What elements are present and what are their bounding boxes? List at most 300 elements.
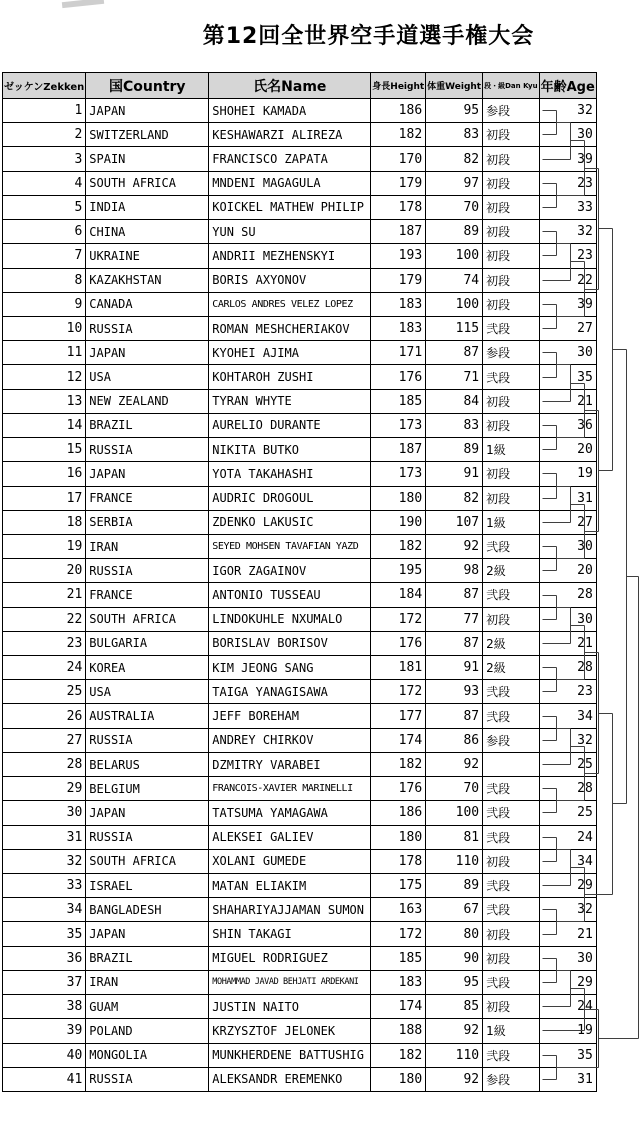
cell-age: 20 bbox=[539, 438, 596, 462]
cell-height: 193 bbox=[371, 244, 426, 268]
cell-height: 181 bbox=[371, 656, 426, 680]
cell-name: KRZYSZTOF JELONEK bbox=[209, 1019, 371, 1043]
cell-zekken: 5 bbox=[3, 195, 86, 219]
cell-weight: 115 bbox=[426, 316, 483, 340]
cell-country: RUSSIA bbox=[86, 559, 209, 583]
cell-zekken: 27 bbox=[3, 728, 86, 752]
table-row bbox=[3, 1067, 597, 1091]
cell-age: 30 bbox=[539, 946, 596, 970]
cell-age: 39 bbox=[539, 292, 596, 316]
cell-height: 182 bbox=[371, 123, 426, 147]
cell-name: JEFF BOREHAM bbox=[209, 704, 371, 728]
cell-dan: 弐段 bbox=[483, 316, 539, 340]
cell-name: MUNKHERDENE BATTUSHIG bbox=[209, 1043, 371, 1067]
cell-dan: 初段 bbox=[483, 607, 539, 631]
cell-zekken: 6 bbox=[3, 220, 86, 244]
table-row bbox=[3, 316, 597, 340]
table-row bbox=[3, 99, 597, 123]
cell-height: 183 bbox=[371, 292, 426, 316]
table-row bbox=[3, 607, 597, 631]
cell-weight: 86 bbox=[426, 728, 483, 752]
cell-name: XOLANI GUMEDE bbox=[209, 849, 371, 873]
cell-age: 35 bbox=[539, 365, 596, 389]
cell-name: KESHAWARZI ALIREZA bbox=[209, 123, 371, 147]
page-title: 第12回全世界空手道選手権大会 bbox=[202, 24, 535, 49]
cell-zekken: 17 bbox=[3, 486, 86, 510]
cell-age: 24 bbox=[539, 995, 596, 1019]
cell-weight: 89 bbox=[426, 438, 483, 462]
table-row bbox=[3, 413, 597, 437]
cell-age: 21 bbox=[539, 922, 596, 946]
cell-dan: 初段 bbox=[483, 244, 539, 268]
cell-age: 35 bbox=[539, 1043, 596, 1067]
cell-name: KOHTAROH ZUSHI bbox=[209, 365, 371, 389]
table-row bbox=[3, 704, 597, 728]
cell-name: MNDENI MAGAGULA bbox=[209, 171, 371, 195]
cell-zekken: 39 bbox=[3, 1019, 86, 1043]
cell-height: 172 bbox=[371, 680, 426, 704]
table-row bbox=[3, 195, 597, 219]
table-row bbox=[3, 341, 597, 365]
header-age: 年齢Age bbox=[539, 73, 596, 99]
cell-weight: 91 bbox=[426, 462, 483, 486]
cell-height: 186 bbox=[371, 99, 426, 123]
cell-age: 30 bbox=[539, 123, 596, 147]
cell-age: 32 bbox=[539, 220, 596, 244]
cell-age: 24 bbox=[539, 825, 596, 849]
cell-name: SHOHEI KAMADA bbox=[209, 99, 371, 123]
table-row bbox=[3, 123, 597, 147]
cell-country: USA bbox=[86, 365, 209, 389]
cell-name: TAIGA YANAGISAWA bbox=[209, 680, 371, 704]
table-row bbox=[3, 631, 597, 655]
cell-country: SOUTH AFRICA bbox=[86, 607, 209, 631]
cell-name: ALEKSANDR EREMENKO bbox=[209, 1067, 371, 1091]
cell-height: 179 bbox=[371, 171, 426, 195]
cell-dan: 弐段 bbox=[483, 365, 539, 389]
cell-zekken: 29 bbox=[3, 777, 86, 801]
cell-zekken: 26 bbox=[3, 704, 86, 728]
cell-height: 173 bbox=[371, 413, 426, 437]
cell-age: 33 bbox=[539, 195, 596, 219]
cell-dan: 初段 bbox=[483, 922, 539, 946]
cell-weight: 92 bbox=[426, 1019, 483, 1043]
cell-age: 21 bbox=[539, 631, 596, 655]
cell-weight: 82 bbox=[426, 147, 483, 171]
cell-dan: 参段 bbox=[483, 1067, 539, 1091]
cell-country: POLAND bbox=[86, 1019, 209, 1043]
cell-height: 182 bbox=[371, 752, 426, 776]
cell-weight: 87 bbox=[426, 704, 483, 728]
cell-height: 174 bbox=[371, 728, 426, 752]
cell-country: MONGOLIA bbox=[86, 1043, 209, 1067]
cell-country: RUSSIA bbox=[86, 1067, 209, 1091]
cell-zekken: 16 bbox=[3, 462, 86, 486]
table-row bbox=[3, 389, 597, 413]
cell-zekken: 33 bbox=[3, 874, 86, 898]
cell-dan: 初段 bbox=[483, 292, 539, 316]
table-row bbox=[3, 486, 597, 510]
cell-dan: 弐段 bbox=[483, 970, 539, 994]
cell-height: 178 bbox=[371, 195, 426, 219]
cell-dan: 初段 bbox=[483, 147, 539, 171]
table-row bbox=[3, 534, 597, 558]
cell-age: 29 bbox=[539, 874, 596, 898]
cell-zekken: 19 bbox=[3, 534, 86, 558]
cell-country: NEW ZEALAND bbox=[86, 389, 209, 413]
cell-country: GUAM bbox=[86, 995, 209, 1019]
cell-height: 176 bbox=[371, 365, 426, 389]
cell-height: 174 bbox=[371, 995, 426, 1019]
table-row bbox=[3, 946, 597, 970]
table-row bbox=[3, 825, 597, 849]
cell-height: 188 bbox=[371, 1019, 426, 1043]
cell-age: 19 bbox=[539, 462, 596, 486]
cell-name: FRANCOIS-XAVIER MARINELLI bbox=[209, 777, 371, 801]
cell-dan: 初段 bbox=[483, 486, 539, 510]
cell-age: 19 bbox=[539, 1019, 596, 1043]
table-row bbox=[3, 438, 597, 462]
cell-zekken: 23 bbox=[3, 631, 86, 655]
table-row bbox=[3, 922, 597, 946]
cell-zekken: 15 bbox=[3, 438, 86, 462]
cell-height: 183 bbox=[371, 316, 426, 340]
cell-country: USA bbox=[86, 680, 209, 704]
cell-height: 187 bbox=[371, 220, 426, 244]
cell-dan: 初段 bbox=[483, 462, 539, 486]
cell-dan: 弐段 bbox=[483, 583, 539, 607]
cell-country: SOUTH AFRICA bbox=[86, 849, 209, 873]
competitor-table bbox=[2, 72, 597, 1092]
cell-age: 31 bbox=[539, 486, 596, 510]
cell-zekken: 24 bbox=[3, 656, 86, 680]
table-row bbox=[3, 583, 597, 607]
cell-zekken: 9 bbox=[3, 292, 86, 316]
cell-zekken: 12 bbox=[3, 365, 86, 389]
cell-height: 190 bbox=[371, 510, 426, 534]
cell-weight: 110 bbox=[426, 849, 483, 873]
cell-dan: 2級 bbox=[483, 631, 539, 655]
cell-age: 30 bbox=[539, 607, 596, 631]
cell-weight: 97 bbox=[426, 171, 483, 195]
cell-weight: 82 bbox=[426, 486, 483, 510]
cell-height: 172 bbox=[371, 607, 426, 631]
cell-dan: 弐段 bbox=[483, 801, 539, 825]
cell-name: MIGUEL RODRIGUEZ bbox=[209, 946, 371, 970]
cell-zekken: 34 bbox=[3, 898, 86, 922]
cell-country: BELGIUM bbox=[86, 777, 209, 801]
cell-age: 27 bbox=[539, 316, 596, 340]
cell-dan: 初段 bbox=[483, 995, 539, 1019]
cell-name: CARLOS ANDRES VELEZ LOPEZ bbox=[209, 292, 371, 316]
cell-country: JAPAN bbox=[86, 801, 209, 825]
cell-dan: 初段 bbox=[483, 849, 539, 873]
cell-country: RUSSIA bbox=[86, 316, 209, 340]
cell-zekken: 18 bbox=[3, 510, 86, 534]
cell-country: SPAIN bbox=[86, 147, 209, 171]
table-row bbox=[3, 559, 597, 583]
cell-age: 29 bbox=[539, 970, 596, 994]
cell-dan: 弐段 bbox=[483, 680, 539, 704]
cell-dan: 初段 bbox=[483, 413, 539, 437]
cell-height: 182 bbox=[371, 534, 426, 558]
cell-dan: 参段 bbox=[483, 341, 539, 365]
cell-name: AURELIO DURANTE bbox=[209, 413, 371, 437]
cell-weight: 92 bbox=[426, 752, 483, 776]
cell-dan: 初段 bbox=[483, 195, 539, 219]
cell-name: IGOR ZAGAINOV bbox=[209, 559, 371, 583]
cell-zekken: 36 bbox=[3, 946, 86, 970]
cell-country: ISRAEL bbox=[86, 874, 209, 898]
cell-country: JAPAN bbox=[86, 922, 209, 946]
cell-weight: 71 bbox=[426, 365, 483, 389]
cell-age: 32 bbox=[539, 99, 596, 123]
cell-weight: 74 bbox=[426, 268, 483, 292]
cell-height: 172 bbox=[371, 922, 426, 946]
cell-name: JUSTIN NAITO bbox=[209, 995, 371, 1019]
cell-zekken: 35 bbox=[3, 922, 86, 946]
cell-name: MOHAMMAD JAVAD BEHJATI ARDEKANI bbox=[209, 970, 371, 994]
cell-name: ROMAN MESHCHERIAKOV bbox=[209, 316, 371, 340]
cell-name: SHIN TAKAGI bbox=[209, 922, 371, 946]
cell-age: 25 bbox=[539, 752, 596, 776]
cell-height: 180 bbox=[371, 825, 426, 849]
cell-zekken: 4 bbox=[3, 171, 86, 195]
cell-weight: 100 bbox=[426, 244, 483, 268]
cell-height: 176 bbox=[371, 631, 426, 655]
table-row bbox=[3, 1019, 597, 1043]
cell-name: ANTONIO TUSSEAU bbox=[209, 583, 371, 607]
cell-height: 186 bbox=[371, 801, 426, 825]
cell-country: FRANCE bbox=[86, 486, 209, 510]
cell-name: ZDENKO LAKUSIC bbox=[209, 510, 371, 534]
cell-name: BORISLAV BORISOV bbox=[209, 631, 371, 655]
cell-age: 30 bbox=[539, 534, 596, 558]
table-row bbox=[3, 365, 597, 389]
cell-weight: 91 bbox=[426, 656, 483, 680]
cell-name: TATSUMA YAMAGAWA bbox=[209, 801, 371, 825]
cell-country: BELARUS bbox=[86, 752, 209, 776]
table-row bbox=[3, 656, 597, 680]
cell-country: KOREA bbox=[86, 656, 209, 680]
cell-zekken: 1 bbox=[3, 99, 86, 123]
cell-country: IRAN bbox=[86, 970, 209, 994]
cell-age: 28 bbox=[539, 583, 596, 607]
cell-weight: 110 bbox=[426, 1043, 483, 1067]
cell-zekken: 21 bbox=[3, 583, 86, 607]
cell-dan: 弐段 bbox=[483, 1043, 539, 1067]
cell-height: 187 bbox=[371, 438, 426, 462]
cell-weight: 95 bbox=[426, 99, 483, 123]
cell-zekken: 3 bbox=[3, 147, 86, 171]
table-row bbox=[3, 220, 597, 244]
cell-weight: 100 bbox=[426, 292, 483, 316]
cell-dan: 参段 bbox=[483, 728, 539, 752]
cell-zekken: 30 bbox=[3, 801, 86, 825]
cell-weight: 84 bbox=[426, 389, 483, 413]
table-row bbox=[3, 147, 597, 171]
cell-weight: 85 bbox=[426, 995, 483, 1019]
cell-zekken: 14 bbox=[3, 413, 86, 437]
cell-age: 25 bbox=[539, 801, 596, 825]
table-row bbox=[3, 874, 597, 898]
cell-zekken: 10 bbox=[3, 316, 86, 340]
cell-country: JAPAN bbox=[86, 99, 209, 123]
cell-age: 28 bbox=[539, 777, 596, 801]
cell-zekken: 41 bbox=[3, 1067, 86, 1091]
cell-zekken: 13 bbox=[3, 389, 86, 413]
cell-weight: 70 bbox=[426, 777, 483, 801]
cell-country: KAZAKHSTAN bbox=[86, 268, 209, 292]
cell-country: BRAZIL bbox=[86, 946, 209, 970]
cell-name: KYOHEI AJIMA bbox=[209, 341, 371, 365]
cell-dan: 初段 bbox=[483, 268, 539, 292]
cell-age: 28 bbox=[539, 656, 596, 680]
cell-height: 178 bbox=[371, 849, 426, 873]
cell-weight: 93 bbox=[426, 680, 483, 704]
table-row bbox=[3, 777, 597, 801]
cell-age: 20 bbox=[539, 559, 596, 583]
cell-dan: 1級 bbox=[483, 438, 539, 462]
cell-dan: 1級 bbox=[483, 1019, 539, 1043]
cell-country: FRANCE bbox=[86, 583, 209, 607]
cell-name: NIKITA BUTKO bbox=[209, 438, 371, 462]
scan-artifact bbox=[62, 0, 104, 8]
cell-dan: 2級 bbox=[483, 559, 539, 583]
cell-name: AUDRIC DROGOUL bbox=[209, 486, 371, 510]
table-row bbox=[3, 849, 597, 873]
cell-dan: 弐段 bbox=[483, 777, 539, 801]
cell-zekken: 38 bbox=[3, 995, 86, 1019]
cell-country: IRAN bbox=[86, 534, 209, 558]
cell-zekken: 11 bbox=[3, 341, 86, 365]
cell-zekken: 20 bbox=[3, 559, 86, 583]
cell-age: 23 bbox=[539, 244, 596, 268]
cell-weight: 87 bbox=[426, 631, 483, 655]
cell-height: 163 bbox=[371, 898, 426, 922]
cell-weight: 80 bbox=[426, 922, 483, 946]
cell-country: BULGARIA bbox=[86, 631, 209, 655]
header-height: 身長Height bbox=[371, 73, 426, 99]
table-row bbox=[3, 510, 597, 534]
cell-dan: 弐段 bbox=[483, 825, 539, 849]
cell-dan: 弐段 bbox=[483, 874, 539, 898]
cell-weight: 87 bbox=[426, 583, 483, 607]
cell-age: 34 bbox=[539, 849, 596, 873]
cell-dan: 1級 bbox=[483, 510, 539, 534]
cell-height: 171 bbox=[371, 341, 426, 365]
cell-weight: 95 bbox=[426, 970, 483, 994]
cell-dan: 弐段 bbox=[483, 898, 539, 922]
cell-country: RUSSIA bbox=[86, 825, 209, 849]
cell-zekken: 28 bbox=[3, 752, 86, 776]
cell-name: KIM JEONG SANG bbox=[209, 656, 371, 680]
cell-zekken: 40 bbox=[3, 1043, 86, 1067]
table-row bbox=[3, 801, 597, 825]
cell-zekken: 37 bbox=[3, 970, 86, 994]
cell-weight: 70 bbox=[426, 195, 483, 219]
cell-dan: 初段 bbox=[483, 946, 539, 970]
cell-name: MATAN ELIAKIM bbox=[209, 874, 371, 898]
header-name: 氏名Name bbox=[209, 73, 371, 99]
cell-country: JAPAN bbox=[86, 462, 209, 486]
cell-weight: 90 bbox=[426, 946, 483, 970]
header-zekken: ゼッケンZekken bbox=[3, 73, 86, 99]
cell-age: 39 bbox=[539, 147, 596, 171]
cell-height: 175 bbox=[371, 874, 426, 898]
cell-zekken: 25 bbox=[3, 680, 86, 704]
cell-country: JAPAN bbox=[86, 341, 209, 365]
cell-age: 23 bbox=[539, 171, 596, 195]
cell-name: DZMITRY VARABEI bbox=[209, 752, 371, 776]
cell-age: 36 bbox=[539, 413, 596, 437]
table-row bbox=[3, 898, 597, 922]
cell-name: ANDREY CHIRKOV bbox=[209, 728, 371, 752]
cell-weight: 107 bbox=[426, 510, 483, 534]
cell-height: 185 bbox=[371, 946, 426, 970]
cell-age: 32 bbox=[539, 898, 596, 922]
cell-country: CANADA bbox=[86, 292, 209, 316]
table-row bbox=[3, 728, 597, 752]
cell-zekken: 22 bbox=[3, 607, 86, 631]
cell-name: KOICKEL MATHEW PHILIP bbox=[209, 195, 371, 219]
cell-country: SERBIA bbox=[86, 510, 209, 534]
cell-name: YOTA TAKAHASHI bbox=[209, 462, 371, 486]
table-row bbox=[3, 752, 597, 776]
cell-height: 179 bbox=[371, 268, 426, 292]
cell-weight: 89 bbox=[426, 874, 483, 898]
cell-zekken: 8 bbox=[3, 268, 86, 292]
cell-weight: 87 bbox=[426, 341, 483, 365]
table-row bbox=[3, 995, 597, 1019]
cell-age: 27 bbox=[539, 510, 596, 534]
cell-country: RUSSIA bbox=[86, 728, 209, 752]
cell-weight: 83 bbox=[426, 413, 483, 437]
cell-height: 185 bbox=[371, 389, 426, 413]
cell-weight: 92 bbox=[426, 534, 483, 558]
cell-age: 30 bbox=[539, 341, 596, 365]
cell-age: 21 bbox=[539, 389, 596, 413]
table-row bbox=[3, 462, 597, 486]
cell-dan: 初段 bbox=[483, 389, 539, 413]
cell-zekken: 2 bbox=[3, 123, 86, 147]
cell-dan: 初段 bbox=[483, 220, 539, 244]
cell-height: 195 bbox=[371, 559, 426, 583]
cell-zekken: 7 bbox=[3, 244, 86, 268]
table-header-row bbox=[3, 73, 597, 99]
cell-country: UKRAINE bbox=[86, 244, 209, 268]
table-row bbox=[3, 171, 597, 195]
cell-country: INDIA bbox=[86, 195, 209, 219]
cell-height: 184 bbox=[371, 583, 426, 607]
cell-weight: 98 bbox=[426, 559, 483, 583]
cell-weight: 81 bbox=[426, 825, 483, 849]
cell-weight: 67 bbox=[426, 898, 483, 922]
cell-age: 23 bbox=[539, 680, 596, 704]
cell-weight: 83 bbox=[426, 123, 483, 147]
cell-name: ALEKSEI GALIEV bbox=[209, 825, 371, 849]
table-row bbox=[3, 292, 597, 316]
cell-height: 170 bbox=[371, 147, 426, 171]
header-country: 国Country bbox=[86, 73, 209, 99]
header-dan-kyu: 段・級Dan Kyu bbox=[483, 73, 539, 99]
table-row bbox=[3, 1043, 597, 1067]
cell-dan: 初段 bbox=[483, 171, 539, 195]
cell-zekken: 32 bbox=[3, 849, 86, 873]
cell-age: 34 bbox=[539, 704, 596, 728]
cell-age: 22 bbox=[539, 268, 596, 292]
cell-dan: 弐段 bbox=[483, 704, 539, 728]
